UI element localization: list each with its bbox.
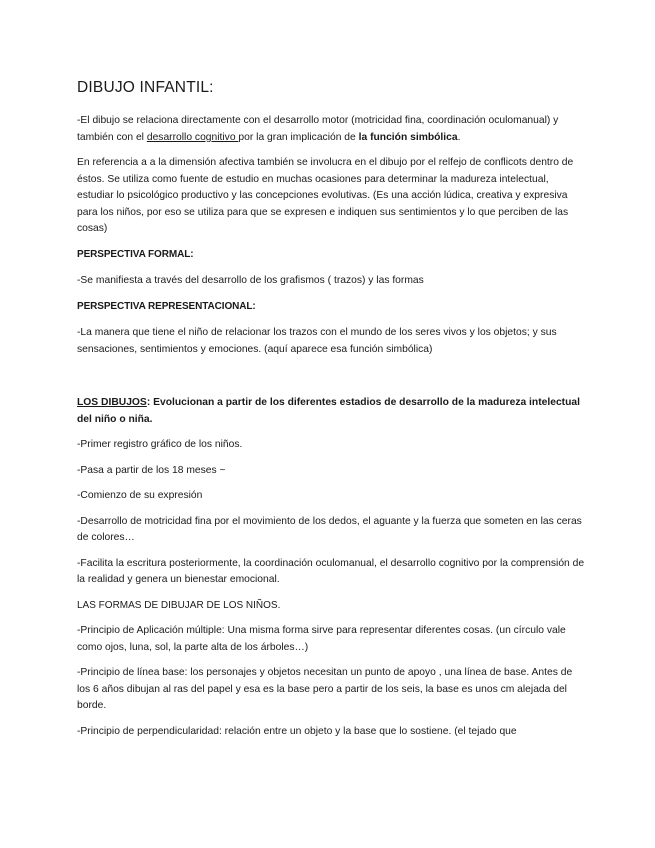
- intro-text-3: .: [457, 131, 461, 143]
- section-spacer: [77, 367, 585, 395]
- los-dibujos-paragraph: [77, 395, 585, 428]
- perspectiva-formal-text: -Se manifiesta a través del desarrollo de los grafismos ( trazos) y las formas: [77, 275, 424, 286]
- list-item: -Facilita la escritura posteriormente, la coordinación oculomanual, el desarrollo cognitivo por la comprensión de la realidad y genera un bienestar emocional.: [77, 557, 585, 585]
- perspectiva-formal-heading: PERSPECTIVA FORMAL:: [77, 248, 194, 260]
- list-item: -Primer registro gráfico de los niños.: [77, 439, 243, 450]
- intro-bold-text: la función simbólica: [358, 131, 458, 143]
- intro-text-1: -El dibujo se relaciona directamente con el desarrollo motor (motricidad fina, coordinación oculomanual) y también con el: [77, 115, 559, 143]
- principio-item: -Principio de Aplicación múltiple: Una misma forma sirve para representar diferentes cosas. (un círculo vale como ojos, luna, sol, la parte alta de los árboles…): [77, 625, 566, 653]
- los-dibujos-heading: LOS DIBUJOS: [77, 397, 147, 408]
- list-item: -Desarrollo de motricidad fina por el movimiento de los dedos, el aguante y la fuerza que someten en las ceras de colores…: [77, 515, 582, 543]
- intro-underlined-text: desarrollo cognitivo: [146, 131, 239, 143]
- principio-item: -Principio de línea base: los personajes y objetos necesitan un punto de apoyo , una línea de base. Antes de los 6 años dibujan al ras del papel y esa es la base pero a partir de los seis, la base es unos cm alejada del borde.: [77, 667, 573, 711]
- intro-paragraph: [77, 113, 585, 146]
- list-item: -Pasa a partir de los 18 meses ~: [77, 464, 226, 476]
- afectiva-paragraph: En referencia a a la dimensión afectiva también se involucra en el dibujo por el relfejo de conflicots dentro de éstos. Se utiliza como fuente de estudio en muchas ocasiones para determinar la madureza intelectual, estudiar lo psicológico productivo y las concepciones evolutivas. (Es una acción lúdica, creativa y expresiva para los niños, por eso se utiliza para que se expresen e indiquen sus sentimientos y lo que perciben de las cosas): [77, 157, 574, 234]
- perspectiva-representacional-heading: PERSPECTIVA REPRESENTACIONAL:: [77, 300, 256, 312]
- intro-text-2: por la gran implicación de: [238, 131, 359, 143]
- list-item: -Comienzo de su expresión: [77, 490, 203, 501]
- principio-item: -Principio de perpendicularidad: relación entre un objeto y la base que lo sostiene. (el tejado que: [77, 725, 517, 737]
- formas-heading: LAS FORMAS DE DIBUJAR DE LOS NIÑOS.: [77, 599, 281, 611]
- los-dibujos-text: : Evolucionan a partir de los diferentes estadios de desarrollo de la madureza intelectual del niño o niña.: [77, 397, 580, 425]
- page-title: DIBUJO INFANTIL:: [77, 79, 214, 96]
- perspectiva-representacional-text: -La manera que tiene el niño de relacionar los trazos con el mundo de los seres vivos y los objetos; y sus sensaciones, sentimientos y emociones. (aquí aparece esa función simbólica): [77, 327, 557, 355]
